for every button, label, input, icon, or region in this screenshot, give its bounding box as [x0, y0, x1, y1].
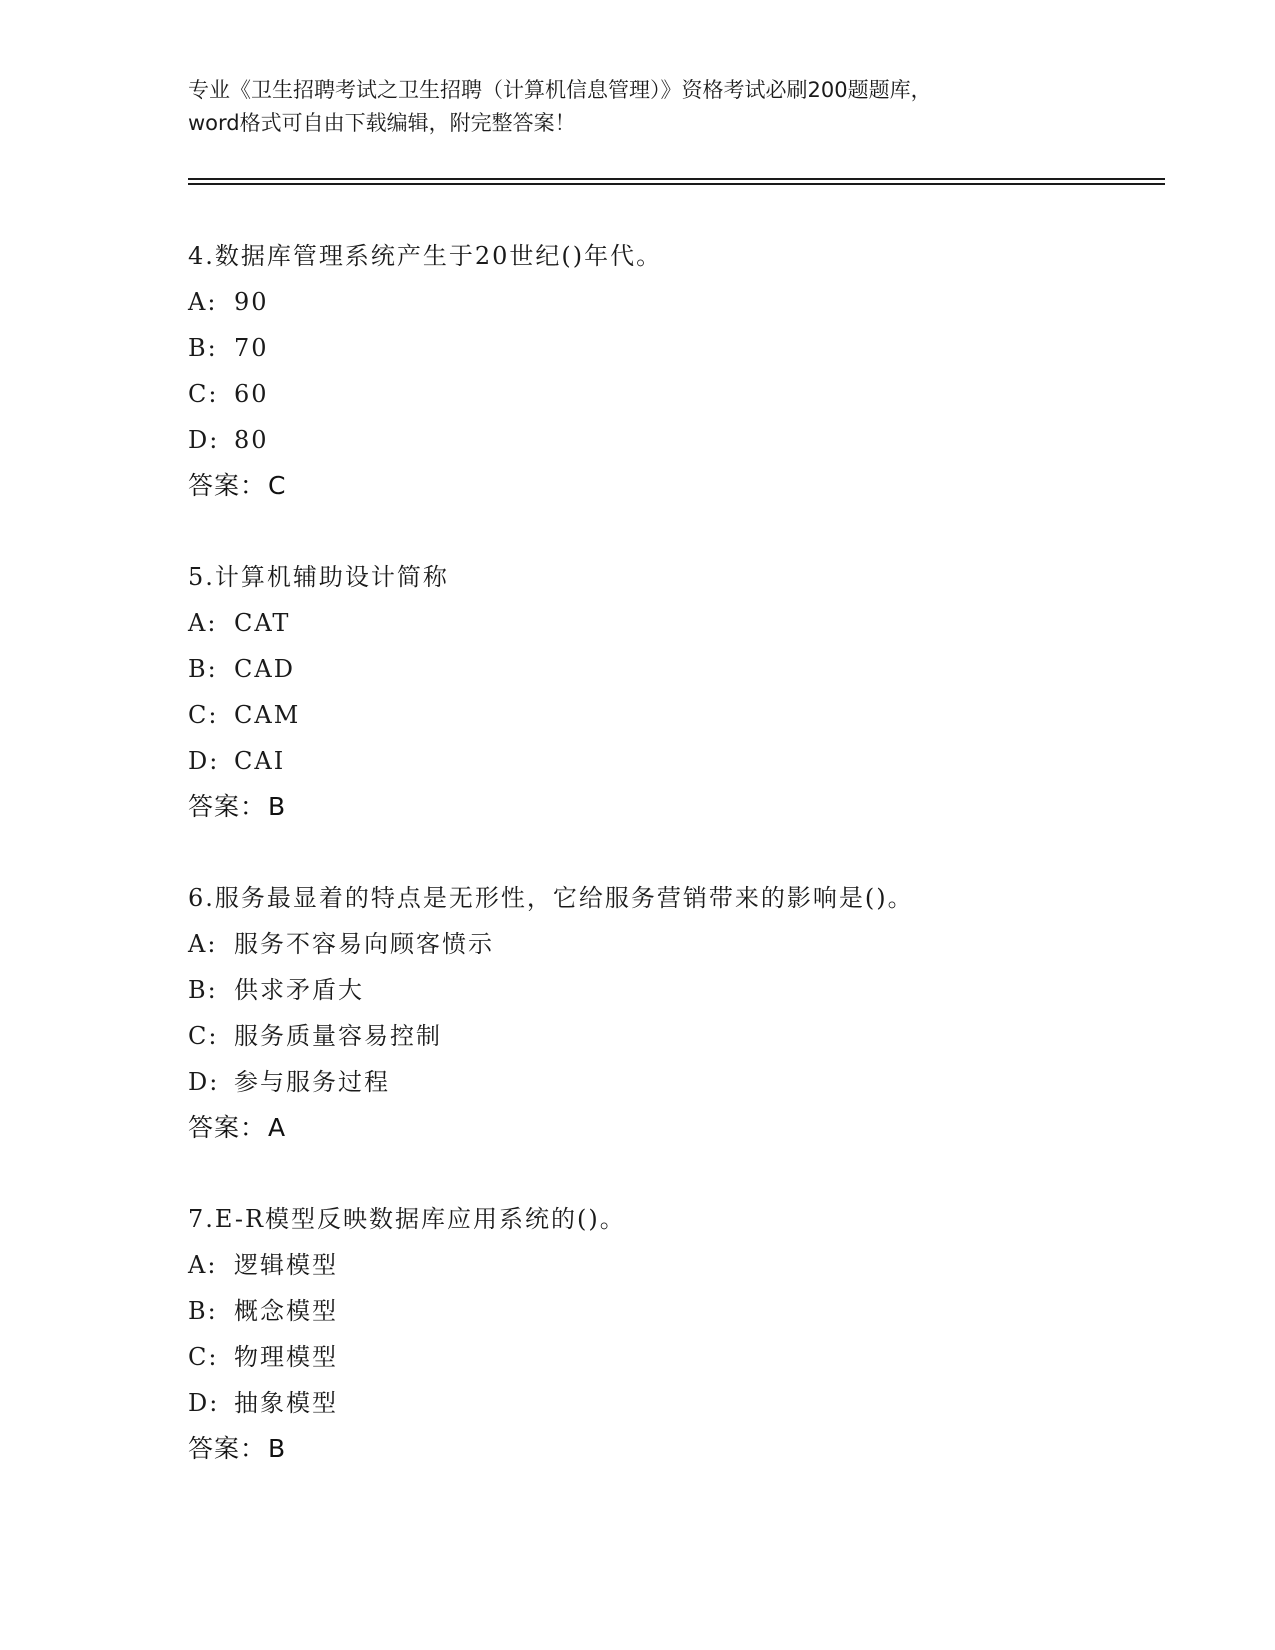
- option-text: 60: [234, 380, 269, 408]
- option-a: [188, 279, 1165, 325]
- option-a: [188, 921, 1165, 967]
- answer-value: C: [268, 471, 286, 500]
- answer-label: 答案：: [188, 792, 267, 821]
- option-text: CAD: [234, 655, 295, 683]
- question-5: [188, 554, 1165, 830]
- option-key: C:: [188, 701, 219, 729]
- option-b: [188, 1288, 1165, 1334]
- option-d: [188, 1380, 1165, 1426]
- option-a: [188, 600, 1165, 646]
- answer: [188, 784, 1165, 830]
- option-text: 服务不容易向顾客愤示: [234, 930, 494, 958]
- option-text: 供求矛盾大: [234, 976, 364, 1004]
- question-7: [188, 1196, 1165, 1472]
- header-divider-top: [188, 178, 1165, 180]
- option-text: 90: [234, 288, 269, 316]
- option-c: [188, 692, 1165, 738]
- header-title-line-1: 专业《卫生招聘考试之卫生招聘（计算机信息管理）》资格考试必刷200题题库，: [188, 78, 932, 102]
- answer: [188, 1426, 1165, 1472]
- option-text: CAI: [234, 747, 286, 775]
- option-text: 抽象模型: [234, 1389, 338, 1417]
- option-text: 概念模型: [234, 1297, 338, 1325]
- option-key: C:: [188, 1343, 219, 1371]
- answer-label: 答案：: [188, 1434, 267, 1463]
- option-b: [188, 646, 1165, 692]
- option-b: [188, 967, 1165, 1013]
- option-text: 参与服务过程: [234, 1068, 390, 1096]
- option-text: CAM: [234, 701, 301, 729]
- document-header: [188, 74, 1088, 140]
- option-c: [188, 1013, 1165, 1059]
- option-key: A:: [188, 930, 218, 958]
- option-key: C:: [188, 1022, 219, 1050]
- option-key: D:: [188, 426, 220, 454]
- question-stem: 7.E-R模型反映数据库应用系统的()。: [188, 1205, 626, 1233]
- option-b: [188, 325, 1165, 371]
- question-stem: 5.计算机辅助设计简称: [188, 563, 449, 591]
- option-key: B:: [188, 976, 218, 1004]
- option-c: [188, 371, 1165, 417]
- answer-value: B: [268, 1434, 286, 1463]
- option-d: [188, 417, 1165, 463]
- option-key: A:: [188, 609, 218, 637]
- question-stem: 4.数据库管理系统产生于20世纪()年代。: [188, 242, 663, 270]
- question-stem: 6.服务最显着的特点是无形性，它给服务营销带来的影响是()。: [188, 884, 914, 912]
- option-text: 物理模型: [234, 1343, 338, 1371]
- answer-label: 答案：: [188, 1113, 267, 1142]
- option-text: 服务质量容易控制: [234, 1022, 442, 1050]
- option-a: [188, 1242, 1165, 1288]
- option-key: A:: [188, 288, 218, 316]
- option-text: 70: [234, 334, 269, 362]
- option-d: [188, 738, 1165, 784]
- answer-label: 答案：: [188, 471, 267, 500]
- option-text: 逻辑模型: [234, 1251, 338, 1279]
- header-divider-bottom: [188, 183, 1165, 185]
- option-key: B:: [188, 1297, 218, 1325]
- option-key: D:: [188, 1389, 220, 1417]
- question-4: [188, 233, 1165, 509]
- option-key: D:: [188, 747, 220, 775]
- answer-value: B: [268, 792, 286, 821]
- option-key: A:: [188, 1251, 218, 1279]
- option-key: D:: [188, 1068, 220, 1096]
- option-d: [188, 1059, 1165, 1105]
- option-key: B:: [188, 655, 218, 683]
- option-text: CAT: [234, 609, 291, 637]
- answer: [188, 1105, 1165, 1151]
- option-key: B:: [188, 334, 218, 362]
- option-key: C:: [188, 380, 219, 408]
- header-title-line-2: word格式可自由下载编辑，附完整答案！: [188, 111, 576, 135]
- question-6: [188, 875, 1165, 1151]
- answer-value: A: [268, 1113, 286, 1142]
- answer: [188, 463, 1165, 509]
- option-text: 80: [234, 426, 269, 454]
- option-c: [188, 1334, 1165, 1380]
